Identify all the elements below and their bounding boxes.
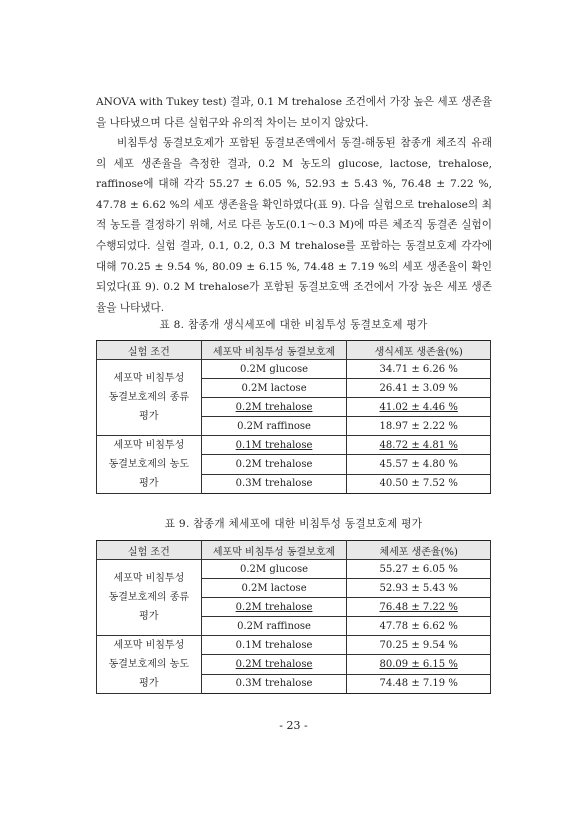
- paragraph-2-text: 비침투성 동결보호제가 포함된 동결보존액에서 동결-해동된 참종개 체조직 유래의 세포 생존율을 측정한 결과, 0.2 M 농도의 glucose, lactose, trehalose, raffinose에 대해 각각 55.27 ± 6.05 %, 52.93 ± 5.43 %, 76.48 ± 7.22 %, 47.78 ± 6.62 %의 세포 생존율을 확인하였다(표 9). 다음 실험으로 trehalose의 최적 농도를 결정하기 위해, 서로 다른 농도(0.1～0.3 M)에 따른 체조직 동결존 실험이 수행되었다. 실험 결과, 0.1, 0.2, 0.3 M trehalose를 포함하는 동결보호제 각각에 대해 70.25 ± 9.54 %, 80.09 ± 6.15 %, 74.48 ± 7.19 %의 세포 생존율이 확인되었다(표 9). 0.2 M trehalose가 포함된 동결보호액 조건에서 가장 높은 세포 생존율을 나타냈다.: [96, 137, 492, 314]
- table-row: [97, 636, 491, 655]
- body-paragraph-1: [96, 92, 492, 133]
- header-survival: 생식세포 생존율(%): [347, 341, 491, 360]
- table-8: [96, 340, 491, 494]
- agent-cell-highlight: 0.2M trehalose: [201, 398, 347, 417]
- survival-cell-highlight: 41.02 ± 4.46 %: [347, 398, 491, 417]
- condition-line: 세포막 비침투성: [113, 640, 185, 651]
- agent-cell: 0.3M trehalose: [201, 474, 347, 493]
- survival-cell: 40.50 ± 7.52 %: [347, 474, 491, 493]
- survival-cell-highlight: 76.48 ± 7.22 %: [347, 598, 491, 617]
- condition-line: 세포막 비침투성: [113, 373, 185, 384]
- agent-cell: 0.2M lactose: [201, 379, 347, 398]
- agent-cell: 0.2M trehalose: [201, 455, 347, 474]
- condition-line: 평가: [139, 478, 159, 489]
- survival-cell: 26.41 ± 3.09 %: [347, 379, 491, 398]
- body-paragraph-2: [96, 133, 492, 318]
- survival-cell: 55.27 ± 6.05 %: [347, 560, 491, 579]
- header-survival: 체세포 생존율(%): [347, 541, 491, 560]
- agent-cell: 0.2M raffinose: [201, 617, 347, 636]
- condition-line: 동결보호제의 농도: [108, 459, 190, 470]
- condition-cell-concentration: [97, 436, 202, 494]
- table-row: [97, 436, 491, 455]
- condition-line: 동결보호제의 종류: [108, 592, 190, 603]
- condition-line: 평가: [139, 611, 159, 622]
- agent-cell: 0.2M glucose: [201, 360, 347, 379]
- condition-line: 세포막 비침투성: [113, 573, 185, 584]
- agent-cell: 0.2M raffinose: [201, 417, 347, 436]
- header-condition: 실험 조건: [97, 341, 202, 360]
- agent-cell-highlight: 0.1M trehalose: [201, 436, 347, 455]
- condition-line: 세포막 비침투성: [113, 440, 185, 451]
- table-header-row: [97, 541, 491, 560]
- survival-cell: 47.78 ± 6.62 %: [347, 617, 491, 636]
- condition-cell-concentration: [97, 636, 202, 694]
- agent-cell: 0.1M trehalose: [201, 636, 347, 655]
- header-agent: 세포막 비침투성 동결보호제: [201, 541, 347, 560]
- table-row: [97, 560, 491, 579]
- table-9-caption: 표 9. 참종개 체세포에 대한 비침투성 동결보호제 평가: [164, 518, 423, 530]
- survival-cell: 18.97 ± 2.22 %: [347, 417, 491, 436]
- paragraph-1-text: ANOVA with Tukey test) 결과, 0.1 M trehalose 조건에서 가장 높은 세포 생존율을 나타냈으며 다른 실험구와 유의적 차이는 보이지 않았다.: [96, 96, 492, 129]
- survival-cell: 70.25 ± 9.54 %: [347, 636, 491, 655]
- page-number: - 23 -: [279, 719, 308, 732]
- condition-line: 동결보호제의 종류: [108, 392, 190, 403]
- agent-cell-highlight: 0.2M trehalose: [201, 655, 347, 674]
- condition-line: 동결보호제의 농도: [108, 659, 190, 670]
- condition-line: 평가: [139, 678, 159, 689]
- agent-cell: 0.2M glucose: [201, 560, 347, 579]
- survival-cell: 52.93 ± 5.43 %: [347, 579, 491, 598]
- agent-cell: 0.3M trehalose: [201, 674, 347, 693]
- table-row: [97, 360, 491, 379]
- agent-cell-highlight: 0.2M trehalose: [201, 598, 347, 617]
- table-8-caption: 표 8. 참종개 생식세포에 대한 비침투성 동결보호제 평가: [159, 319, 428, 331]
- condition-cell-type: [97, 560, 202, 636]
- condition-cell-type: [97, 360, 202, 436]
- condition-line: 평가: [139, 411, 159, 422]
- table-header-row: [97, 341, 491, 360]
- table-9: [96, 540, 491, 694]
- survival-cell: 45.57 ± 4.80 %: [347, 455, 491, 474]
- survival-cell-highlight: 80.09 ± 6.15 %: [347, 655, 491, 674]
- survival-cell: 34.71 ± 6.26 %: [347, 360, 491, 379]
- header-condition: 실험 조건: [97, 541, 202, 560]
- header-agent: 세포막 비침투성 동결보호제: [201, 341, 347, 360]
- survival-cell-highlight: 48.72 ± 4.81 %: [347, 436, 491, 455]
- agent-cell: 0.2M lactose: [201, 579, 347, 598]
- survival-cell: 74.48 ± 7.19 %: [347, 674, 491, 693]
